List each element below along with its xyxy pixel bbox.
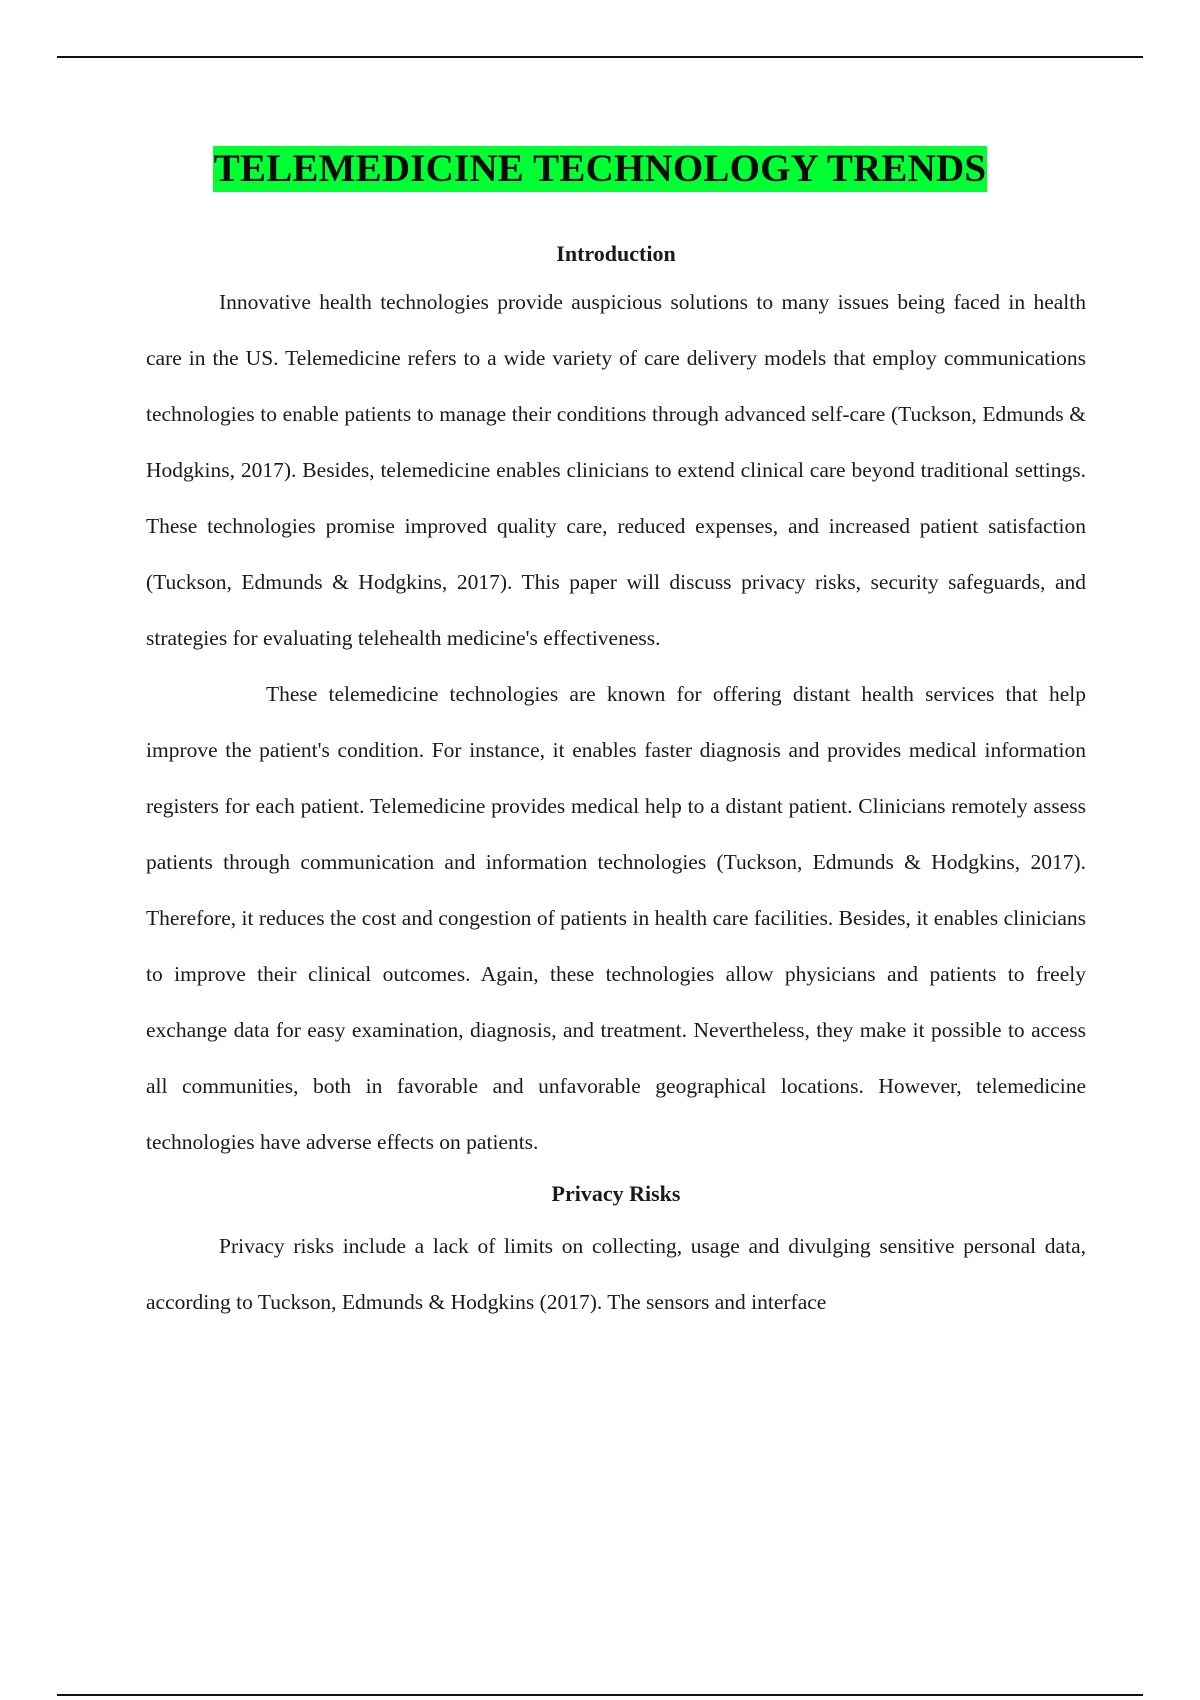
document-title: TELEMEDICINE TECHNOLOGY TRENDS bbox=[213, 147, 987, 190]
section-heading-introduction: Introduction bbox=[556, 241, 676, 266]
paragraph: Privacy risks include a lack of limits on collecting, usage and divulging sensitive personal data, according to Tuckson, Edmunds & Hodgkins (2017). The sensors and interface bbox=[146, 1234, 1086, 1314]
paragraph: These telemedicine technologies are known for offering distant health services that help improve the patient's condition. For instance, it enables faster diagnosis and provides medical information registers for each patient. Telemedicine provides medical help to a distant patient. Clinicians remotely assess patients through communication and information technologies (Tuckson, Edmunds & Hodgkins, 2017). Therefore, it reduces the cost and congestion of patients in health care facilities. Besides, it enables clinicians to improve their clinical outcomes. Again, these technologies allow physicians and patients to freely exchange data for easy examination, diagnosis, and treatment. Nevertheless, they make it possible to access all communities, both in favorable and unfavorable geographical locations. However, telemedicine technologies have adverse effects on patients. bbox=[146, 682, 1086, 1154]
footer-rule bbox=[57, 1694, 1143, 1696]
section-heading-privacy-risks: Privacy Risks bbox=[551, 1181, 681, 1206]
title-container bbox=[0, 146, 1200, 192]
paragraph: Innovative health technologies provide auspicious solutions to many issues being faced in health care in the US. Telemedicine refers to a wide variety of care delivery models that employ communications technologies to enable patients to manage their conditions through advanced self-care (Tuckson, Edmunds & Hodgkins, 2017). Besides, telemedicine enables clinicians to extend clinical care beyond traditional settings. These technologies promise improved quality care, reduced expenses, and increased patient satisfaction (Tuckson, Edmunds & Hodgkins, 2017). This paper will discuss privacy risks, security safeguards, and strategies for evaluating telehealth medicine's effectiveness. bbox=[146, 290, 1086, 650]
document-body bbox=[146, 234, 1086, 1330]
header-rule bbox=[57, 56, 1143, 58]
